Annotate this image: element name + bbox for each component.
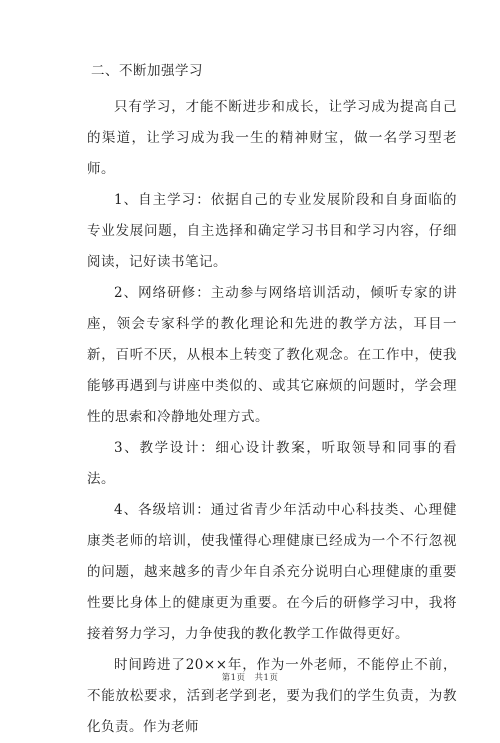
- heading-spacer: [87, 80, 457, 92]
- paragraph-training-levels: 4、各级培训：通过省青少年活动中心科技类、心理健康类老师的培训，使我懂得心理健康已经成为一个不行忽视的问题，越来越多的青少年自杀充分说明白心理健康的重要性要比身体上的健康更为重要。在今后的研修学习中，我将接着努力学习，力争使我的教化教学工作做得更好。: [87, 502, 457, 642]
- paragraph-closing: 时间跨进了20××年，作为一外老师，不能停止不前，不能放松要求，活到老学到老，要为我们的学生负责，为教化负责。作为老师: [87, 657, 457, 735]
- paragraph-self-study: 1、自主学习：依据自己的专业发展阶段和自身面临的专业发展问题，自主选择和确定学习书目和学习内容，仔细阅读，记好读书笔记。: [87, 192, 457, 270]
- paragraph-intro: 只有学习，才能不断进步和成长，让学习成为提高自己的渠道，让学习成为我一生的精神财宝，做一名学习型老师。: [87, 99, 457, 177]
- document-body: [87, 62, 457, 743]
- paragraph-lesson-design: 3、教学设计：细心设计教案，听取领导和同事的看法。: [87, 440, 457, 487]
- paragraph-online-training: 2、网络研修：主动参与网络培训活动，倾听专家的讲座，领会专家科学的教化理论和先进的教学方法，耳目一新，百听不厌，从根本上转变了教化观念。在工作中，使我能够再遇到与讲座中类似的、或其它麻烦的问题时，学会理性的思索和冷静地处理方式。: [87, 285, 457, 425]
- section-heading: 二、不断加强学习: [91, 63, 203, 79]
- page-footer: 第1页 共1页: [221, 673, 279, 683]
